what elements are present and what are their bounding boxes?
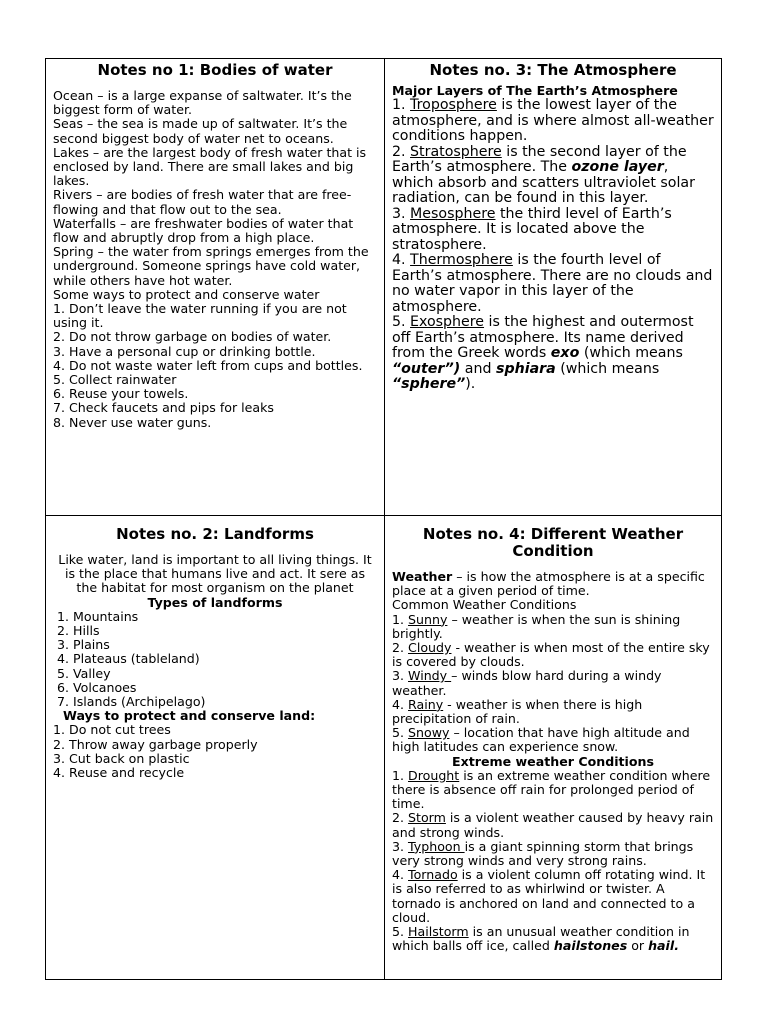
atmosphere-layer-item: 2. Stratosphere is the second layer of the Earth’s atmosphere. The ozone layer, which absorb and scatters ultraviolet solar radiation, can be found in this layer.: [392, 143, 695, 206]
list-item: 4. Reuse and recycle: [53, 765, 185, 781]
weather-item: 3. Typhoon is a giant spinning storm that brings very strong winds and very strong rains.: [392, 838, 694, 869]
weather-item: 4. Rainy - weather is when there is high precipitation of rain.: [392, 696, 643, 727]
notes-1-line: 8. Never use water guns.: [53, 414, 212, 430]
notes-1-title: Notes no 1: Bodies of water: [97, 61, 333, 79]
notes-1-line: Ocean – is a large expanse of saltwater. It’s the biggest form of water.: [53, 88, 352, 118]
extreme-heading: Extreme weather Conditions: [452, 753, 654, 769]
atmosphere-layer-item: 1. Troposphere is the lowest layer of the atmosphere, and is where almost all-weather conditions happen.: [392, 97, 714, 144]
list-item: 2. Hills: [73, 624, 377, 638]
list-item: 1. Do not cut trees: [53, 722, 171, 738]
notes-1-line: 6. Reuse your towels.: [53, 386, 189, 402]
weather-item: 1. Drought is an extreme weather condition where there is absence off rain for prolonged period of time.: [392, 767, 711, 812]
common-heading: Common Weather Conditions: [392, 597, 577, 613]
layer-term: Stratosphere: [410, 143, 502, 160]
notes-1-line: Lakes – are the largest body of fresh water that is enclosed by land. There are small lakes and big lakes.: [53, 144, 367, 189]
notes-3-title: Notes no. 3: The Atmosphere: [429, 61, 677, 79]
notes-table: [45, 58, 722, 980]
list-item: 1. Mountains: [73, 610, 377, 624]
list-item: 3. Cut back on plastic: [53, 750, 190, 766]
list-item: 4. Plateaus (tableland): [73, 652, 377, 666]
notes-1-line: 2. Do not throw garbage on bodies of water.: [53, 329, 332, 345]
notes-1-line: 4. Do not waste water left from cups and bottles.: [53, 357, 363, 373]
weather-item: 2. Cloudy - weather is when most of the entire sky is covered by clouds.: [392, 640, 710, 670]
weather-item: 1. Sunny – weather is when the sun is shining brightly.: [392, 611, 681, 641]
ways-heading: Ways to protect and conserve land:: [63, 708, 316, 724]
notes-3-subtitle: Major Layers of The Earth’s Atmosphere: [392, 83, 678, 98]
notes-1-line: Rivers – are bodies of fresh water that are free-flowing and that flow out to the sea.: [53, 187, 352, 217]
list-item: 3. Plains: [73, 638, 377, 652]
notes-4-cell: [385, 516, 721, 979]
layer-term: Mesosphere: [410, 205, 496, 222]
weather-item: 5. Hailstorm is an unusual weather condition in which balls off ice, called hailstones or hail.: [392, 924, 690, 954]
notes-1-line: 1. Don’t leave the water running if you are not using it.: [53, 301, 347, 331]
weather-item: 2. Storm is a violent weather caused by heavy rain and strong winds.: [392, 810, 714, 840]
layer-term: Troposphere: [410, 97, 497, 113]
notes-4-title: Notes no. 4: Different Weather Condition: [422, 525, 684, 560]
notes-1-line: Spring – the water from springs emerges from the underground. Someone springs have cold water, while others have hot water.: [53, 244, 369, 288]
atmosphere-layer-item: 5. Exosphere is the highest and outermost off Earth’s atmosphere. Its name derived from the Greek words exo (which means “outer”) and sphiara (which means “sphere”).: [392, 314, 694, 392]
notes-1-line: Some ways to protect and conserve water: [53, 286, 320, 302]
atmosphere-layer-item: 3. Mesosphere the third level of Earth’s atmosphere. It is located above the stratosphere.: [392, 205, 672, 253]
notes-3-cell: [385, 59, 721, 516]
notes-1-line: 7. Check faucets and pips for leaks: [53, 400, 274, 416]
notes-2-title: Notes no. 2: Landforms: [116, 525, 314, 543]
notes-1-line: Seas – the sea is made up of saltwater. It’s the second biggest body of water net to oceans.: [53, 116, 348, 146]
weather-definition: Weather – is how the atmosphere is at a specific place at a given period of time.: [392, 569, 705, 599]
atmosphere-layer-item: 4. Thermosphere is the fourth level of Earth’s atmosphere. There are no clouds and no water vapor in this layer of the atmosphere.: [392, 252, 713, 315]
notes-1-cell: [46, 59, 385, 516]
landform-list: [53, 610, 377, 709]
ozone-layer-term: ozone layer: [571, 159, 664, 175]
weather-item: 3. Windy – winds blow hard during a windy weather.: [392, 668, 662, 698]
notes-1-line: Waterfalls – are freshwater bodies of water that flow and abruptly drop from a high place.: [53, 215, 354, 246]
notes-2-cell: [46, 516, 385, 979]
list-item: 6. Volcanoes: [73, 681, 377, 695]
weather-item: 5. Snowy – location that have high altitude and high latitudes can experience snow.: [392, 725, 690, 755]
layer-term: Exosphere: [410, 314, 485, 330]
types-heading: Types of landforms: [147, 594, 283, 610]
notes-2-intro: Like water, land is important to all living things. It is the place that humans live and act. It sere as the habitat for most organism on the planet: [58, 552, 372, 596]
list-item: 2. Throw away garbage properly: [53, 736, 258, 752]
list-item: 7. Islands (Archipelago): [73, 695, 377, 709]
weather-item: 4. Tornado is a violent column off rotating wind. It is also referred to as whirlwind or twister. A tornado is anchored on land and connected to a cloud.: [392, 867, 706, 925]
layer-term: Thermosphere: [410, 252, 513, 268]
list-item: 5. Valley: [73, 667, 377, 681]
notes-1-line: 5. Collect rainwater: [53, 372, 177, 388]
notes-1-line: 3. Have a personal cup or drinking bottle.: [53, 343, 316, 359]
